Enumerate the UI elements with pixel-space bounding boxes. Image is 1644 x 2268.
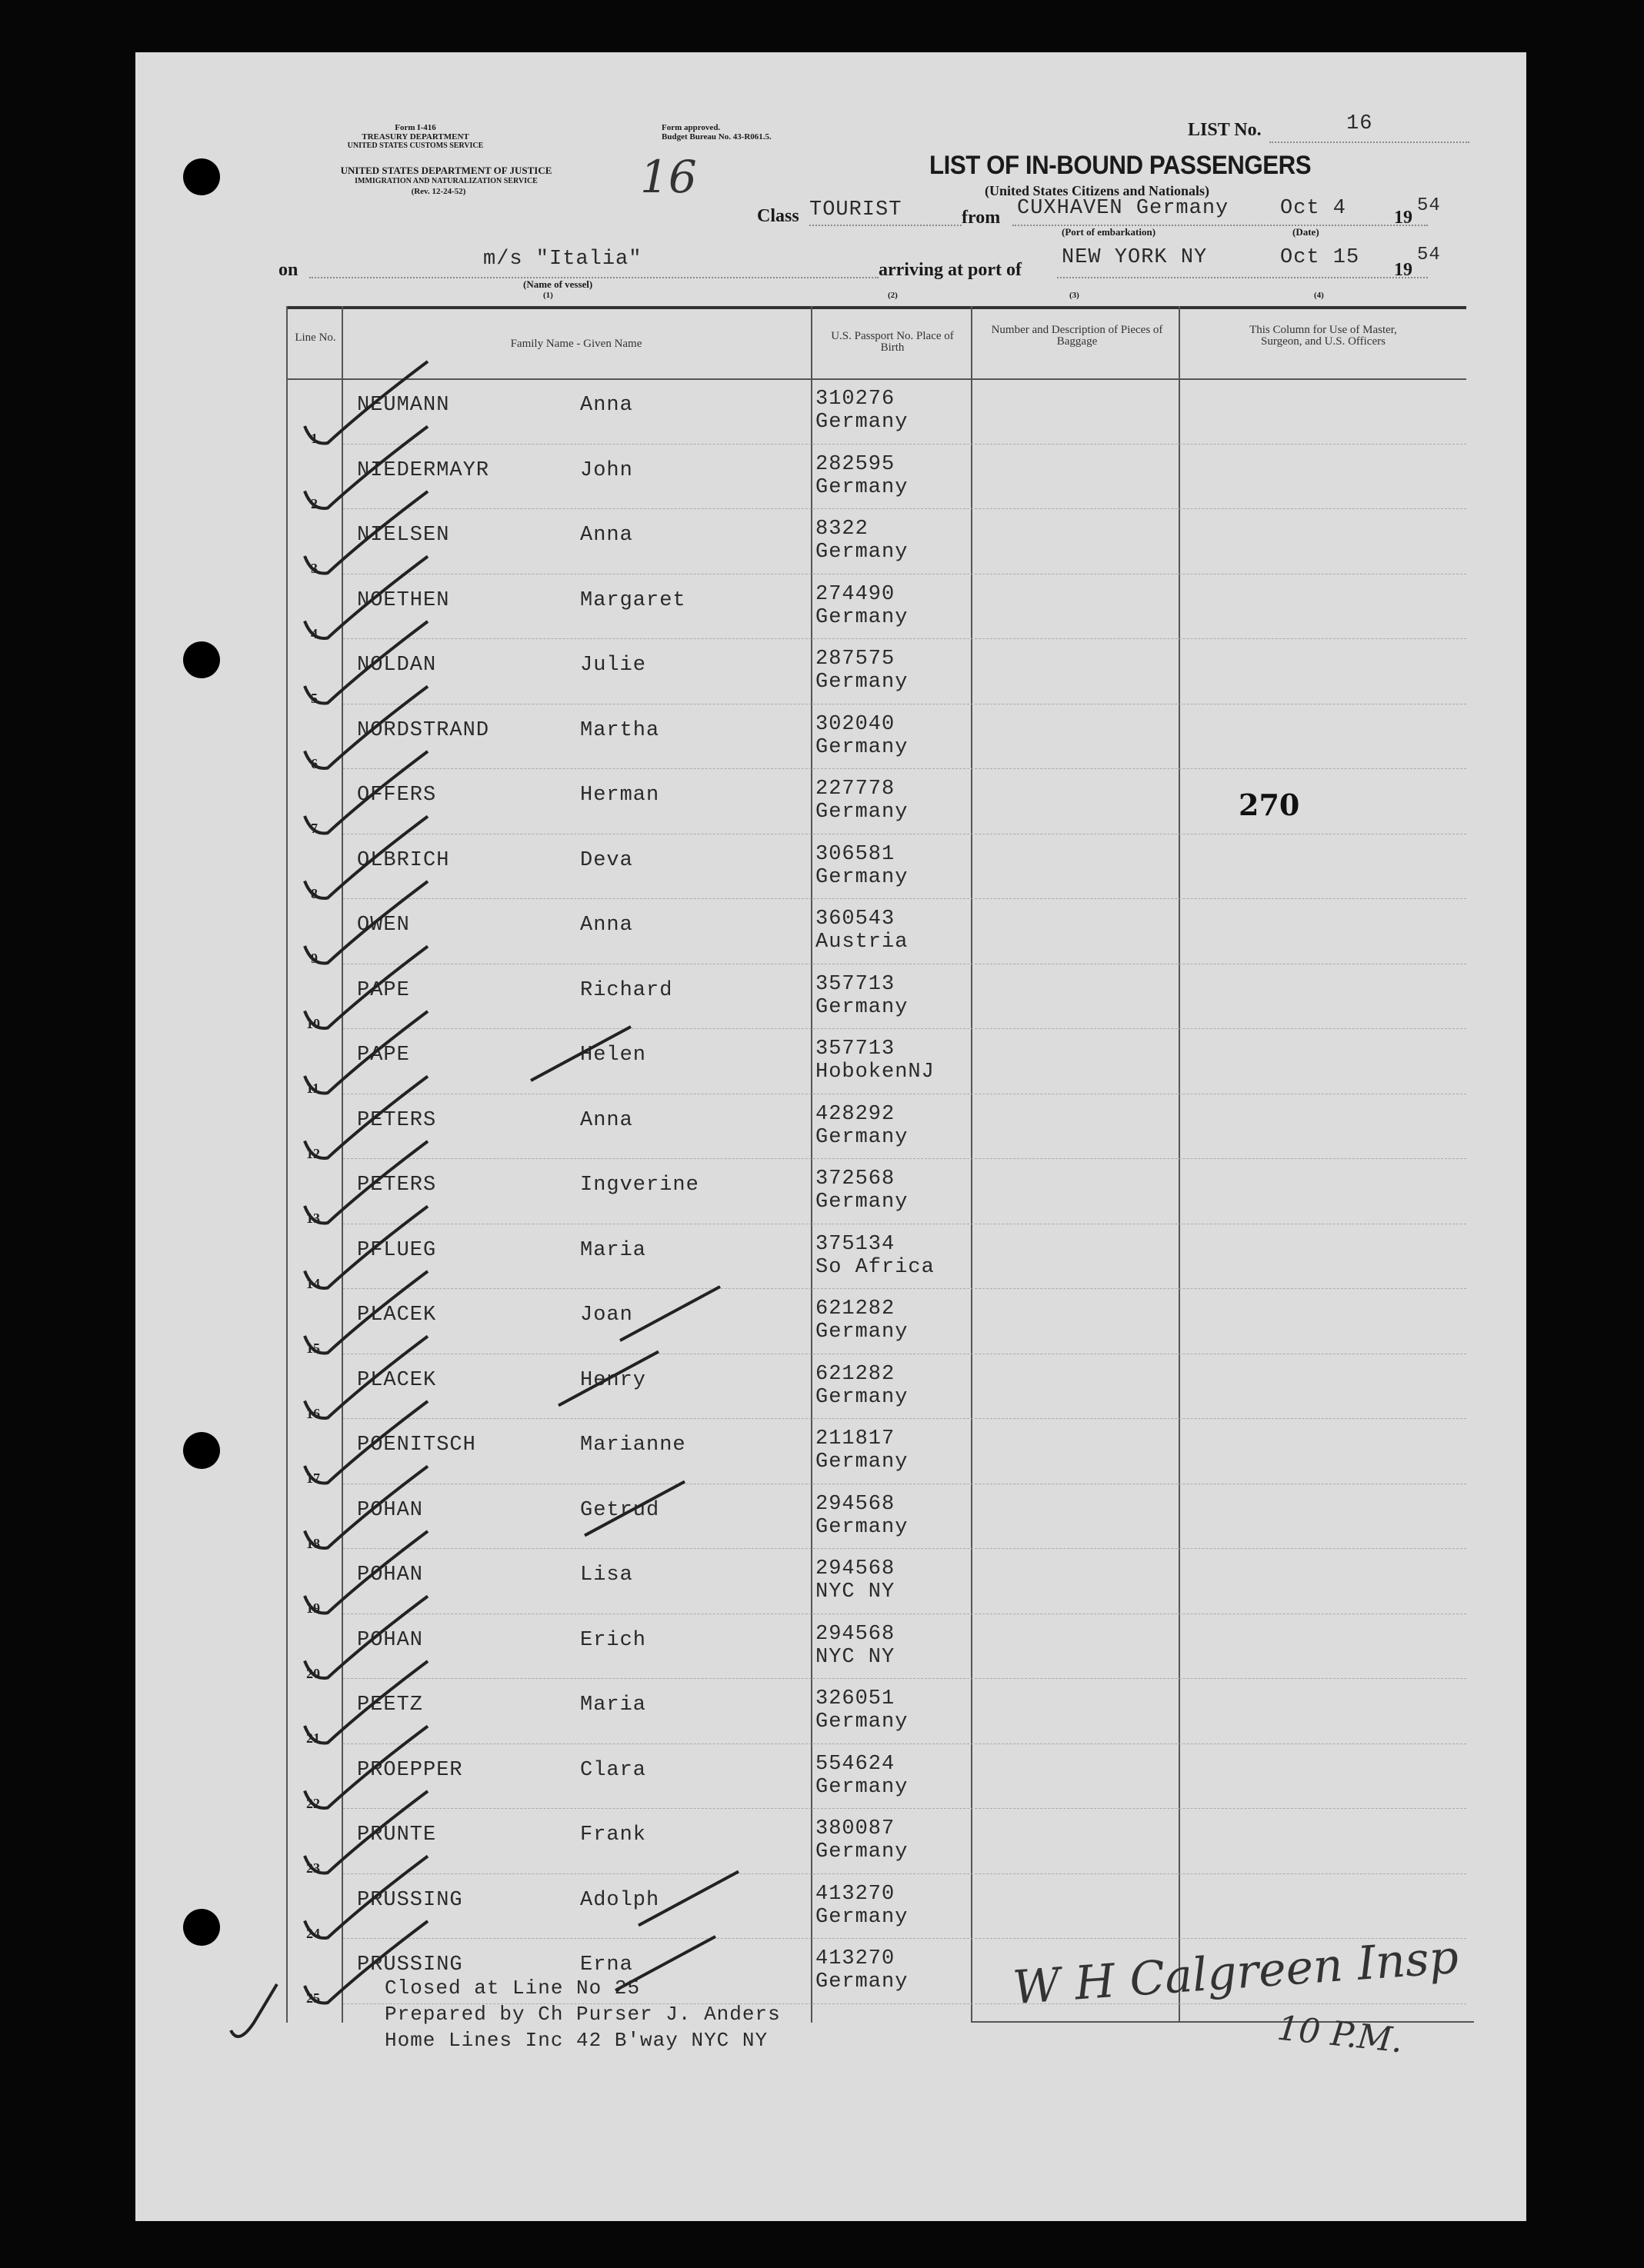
place-of-birth: NYC NY xyxy=(815,1580,895,1604)
passport-number: 554624 xyxy=(815,1752,895,1776)
family-name: PFLUEG xyxy=(357,1238,437,1262)
given-name: Anna xyxy=(580,394,633,417)
passport-number: 380087 xyxy=(815,1817,895,1840)
line-number: 21 xyxy=(306,1730,320,1746)
place-of-birth: Germany xyxy=(815,1905,909,1929)
family-name: POHAN xyxy=(357,1564,424,1587)
passport-number: 428292 xyxy=(815,1102,895,1126)
family-name: PLACEK xyxy=(357,1304,437,1327)
place-of-birth: Germany xyxy=(815,1515,909,1539)
given-name: Marianne xyxy=(580,1434,686,1457)
arrival-port: NEW YORK NY xyxy=(1062,246,1208,269)
place-of-birth: Germany xyxy=(815,475,909,499)
header-passport-birthplace: U.S. Passport No. Place of Birth xyxy=(831,330,954,354)
family-name: OLBRICH xyxy=(357,848,450,872)
inspector-signature: W H Calgreen Insp xyxy=(1011,1930,1461,2016)
line-number: 20 xyxy=(306,1665,320,1681)
passport-number: 310276 xyxy=(815,388,895,411)
line-number: 6 xyxy=(311,755,318,771)
line-number: 23 xyxy=(306,1860,320,1876)
on-label: on xyxy=(278,260,298,280)
punch-hole xyxy=(183,158,220,195)
place-of-birth: Germany xyxy=(815,1775,909,1799)
line-number: 10 xyxy=(306,1015,320,1031)
family-name: PAPE xyxy=(357,978,410,1002)
given-name: Erich xyxy=(580,1628,647,1652)
line-number: 18 xyxy=(306,1535,320,1551)
header-baggage: Number and Description of Pieces of Baggage xyxy=(991,324,1163,348)
year-1: 54 xyxy=(1417,195,1441,216)
col-4-marker: (4) xyxy=(1314,291,1324,300)
line-number: 8 xyxy=(311,885,318,901)
closed-at-line: Closed at Line No 25 xyxy=(385,1977,641,2000)
family-name: PROEPPER xyxy=(357,1758,463,1782)
family-name: OFFERS xyxy=(357,784,437,807)
passport-number: 306581 xyxy=(815,842,895,866)
place-of-birth: Germany xyxy=(815,1385,909,1409)
list-no-value: 16 xyxy=(1346,112,1373,135)
vessel-caption: (Name of vessel) xyxy=(523,278,593,290)
place-of-birth: Germany xyxy=(815,801,909,824)
place-of-birth: Austria xyxy=(815,931,909,954)
given-name: Richard xyxy=(580,978,673,1002)
place-of-birth: Germany xyxy=(815,1125,909,1149)
header-family-given-name: Family Name - Given Name xyxy=(510,338,642,350)
table-left-border xyxy=(286,306,288,2023)
col-1-marker: (1) xyxy=(543,291,553,300)
line-number: 25 xyxy=(306,1990,320,2006)
passport-number: 360543 xyxy=(815,908,895,931)
prepared-by: Prepared by Ch Purser J. Anders xyxy=(385,2003,781,2026)
place-of-birth: Germany xyxy=(815,1191,909,1214)
place-of-birth: HobokenNJ xyxy=(815,1061,935,1084)
family-name: PLACEK xyxy=(357,1368,437,1392)
budget-bureau: Budget Bureau No. 43-R061.5. xyxy=(662,132,772,142)
list-no-label: LIST No. xyxy=(1188,120,1262,140)
family-name: NOETHEN xyxy=(357,588,450,612)
port-caption: (Port of embarkation) xyxy=(1062,226,1156,238)
year-2: 54 xyxy=(1417,245,1441,265)
passport-number: 8322 xyxy=(815,518,869,541)
family-name: PETERS xyxy=(357,1108,437,1132)
line-number: 15 xyxy=(306,1340,320,1356)
header-officers-column: This Column for Use of Master, Surgeon, and U.S. Officers xyxy=(1249,324,1397,348)
family-name: POHAN xyxy=(357,1498,424,1522)
place-of-birth: Germany xyxy=(815,671,909,694)
given-name: Adolph xyxy=(580,1888,660,1912)
department-of-justice: UNITED STATES DEPARTMENT OF JUSTICE xyxy=(340,165,552,176)
list-subtitle: (United States Citizens and Nationals) xyxy=(985,183,1210,198)
col-2-marker: (2) xyxy=(888,291,898,300)
passport-number: 287575 xyxy=(815,648,895,671)
line-number: 3 xyxy=(311,561,318,576)
given-name: John xyxy=(580,458,633,482)
officers-annotation: 270 xyxy=(1239,788,1300,822)
from-label: from xyxy=(962,208,1001,228)
vessel-name: m/s "Italia" xyxy=(483,248,642,271)
family-name: NIEDERMAYR xyxy=(357,458,490,482)
year-prefix-1: 19 xyxy=(1394,208,1412,228)
given-name: Clara xyxy=(580,1758,647,1782)
place-of-birth: Germany xyxy=(815,605,909,629)
given-name: Frank xyxy=(580,1823,647,1847)
given-name: Erna xyxy=(580,1953,633,1977)
place-of-birth: NYC NY xyxy=(815,1645,895,1669)
passport-number: 621282 xyxy=(815,1297,895,1321)
ins-label: IMMIGRATION AND NATURALIZATION SERVICE xyxy=(355,177,538,185)
family-name: PRUSSING xyxy=(357,1953,463,1977)
class-value: TOURIST xyxy=(809,198,902,221)
passport-number: 413270 xyxy=(815,1947,895,1970)
date-caption: (Date) xyxy=(1292,226,1319,238)
passport-number: 211817 xyxy=(815,1427,895,1450)
customs-service: UNITED STATES CUSTOMS SERVICE xyxy=(347,142,484,150)
passport-number: 357713 xyxy=(815,972,895,996)
given-name: Deva xyxy=(580,848,633,872)
punch-hole xyxy=(183,1909,220,1946)
given-name: Maria xyxy=(580,1694,647,1717)
given-name: Margaret xyxy=(580,588,686,612)
family-name: POHAN xyxy=(357,1628,424,1652)
line-number: 13 xyxy=(306,1211,320,1226)
given-name: Anna xyxy=(580,524,633,547)
given-name: Joan xyxy=(580,1304,633,1327)
form-number: Form I-416 xyxy=(395,123,436,132)
given-name: Ingverine xyxy=(580,1174,699,1197)
family-name: PEETZ xyxy=(357,1694,424,1717)
line-number: 7 xyxy=(311,821,318,836)
passport-number: 302040 xyxy=(815,712,895,736)
given-name: Getrud xyxy=(580,1498,660,1522)
passport-number: 621282 xyxy=(815,1362,895,1386)
class-label: Class xyxy=(757,206,799,226)
place-of-birth: Germany xyxy=(815,1450,909,1474)
given-name: Lisa xyxy=(580,1564,633,1587)
family-name: OWEN xyxy=(357,914,410,937)
passport-number: 294568 xyxy=(815,1492,895,1516)
line-number: 17 xyxy=(306,1470,320,1486)
place-of-birth: Germany xyxy=(815,1970,909,1993)
signature-time: 10 P.M. xyxy=(1275,2008,1405,2061)
list-title: LIST OF IN-BOUND PASSENGERS xyxy=(929,151,1312,180)
shipping-company: Home Lines Inc 42 B'way NYC NY xyxy=(385,2029,769,2052)
line-number: 24 xyxy=(306,1925,320,1941)
given-name: Anna xyxy=(580,1108,633,1132)
treasury-department: TREASURY DEPARTMENT xyxy=(362,132,469,142)
place-of-birth: Germany xyxy=(815,735,909,759)
line-number: 4 xyxy=(311,625,318,641)
passport-number: 357713 xyxy=(815,1037,895,1061)
place-of-birth: Germany xyxy=(815,1321,909,1344)
family-name: NOLDAN xyxy=(357,654,437,677)
line-number: 16 xyxy=(306,1405,320,1421)
family-name: NIELSEN xyxy=(357,524,450,547)
port-of-embarkation: CUXHAVEN Germany xyxy=(1017,197,1229,220)
punch-hole xyxy=(183,641,220,678)
family-name: PRUNTE xyxy=(357,1823,437,1847)
embarkation-date: Oct 4 xyxy=(1280,197,1347,220)
line-number: 1 xyxy=(311,431,318,446)
line-number: 22 xyxy=(306,1795,320,1811)
place-of-birth: So Africa xyxy=(815,1255,935,1279)
passport-number: 294568 xyxy=(815,1622,895,1646)
family-name: POENITSCH xyxy=(357,1434,476,1457)
place-of-birth: Germany xyxy=(815,995,909,1019)
passport-number: 413270 xyxy=(815,1882,895,1906)
passport-number: 294568 xyxy=(815,1557,895,1580)
given-name: Martha xyxy=(580,718,660,742)
form-approved: Form approved. xyxy=(662,123,721,132)
family-name: PAPE xyxy=(357,1044,410,1067)
line-number: 9 xyxy=(311,951,318,966)
line-number: 2 xyxy=(311,495,318,511)
line-number: 11 xyxy=(306,1081,320,1096)
family-name: NORDSTRAND xyxy=(357,718,490,742)
given-name: Henry xyxy=(580,1368,647,1392)
family-name: PETERS xyxy=(357,1174,437,1197)
line-number: 19 xyxy=(306,1600,320,1616)
table-top-border xyxy=(286,306,1466,309)
punch-hole xyxy=(183,1432,220,1469)
passport-number: 372568 xyxy=(815,1167,895,1191)
passport-number: 326051 xyxy=(815,1687,895,1710)
passport-number: 375134 xyxy=(815,1232,895,1256)
place-of-birth: Germany xyxy=(815,1840,909,1863)
form-revision: (Rev. 12-24-52) xyxy=(411,187,466,196)
year-prefix-2: 19 xyxy=(1394,260,1412,280)
arrival-date: Oct 15 xyxy=(1280,246,1360,269)
given-name: Maria xyxy=(580,1238,647,1262)
passport-number: 227778 xyxy=(815,778,895,801)
place-of-birth: Germany xyxy=(815,541,909,564)
handwritten-list-number: 16 xyxy=(640,151,697,203)
line-number: 5 xyxy=(311,691,318,706)
place-of-birth: Germany xyxy=(815,411,909,434)
arriving-label: arriving at port of xyxy=(879,260,1022,280)
col-3-marker: (3) xyxy=(1069,291,1079,300)
place-of-birth: Germany xyxy=(815,1710,909,1733)
header-line-no: Line No. xyxy=(295,331,336,344)
place-of-birth: Germany xyxy=(815,865,909,889)
given-name: Anna xyxy=(580,914,633,937)
given-name: Helen xyxy=(580,1044,647,1067)
given-name: Herman xyxy=(580,784,660,807)
given-name: Julie xyxy=(580,654,647,677)
line-number: 14 xyxy=(306,1275,320,1291)
line-number: 12 xyxy=(306,1145,320,1161)
passport-number: 274490 xyxy=(815,582,895,606)
table-header-border xyxy=(286,378,1466,380)
family-name: PRUSSING xyxy=(357,1888,463,1912)
family-name: NEUMANN xyxy=(357,394,450,417)
passport-number: 282595 xyxy=(815,452,895,476)
